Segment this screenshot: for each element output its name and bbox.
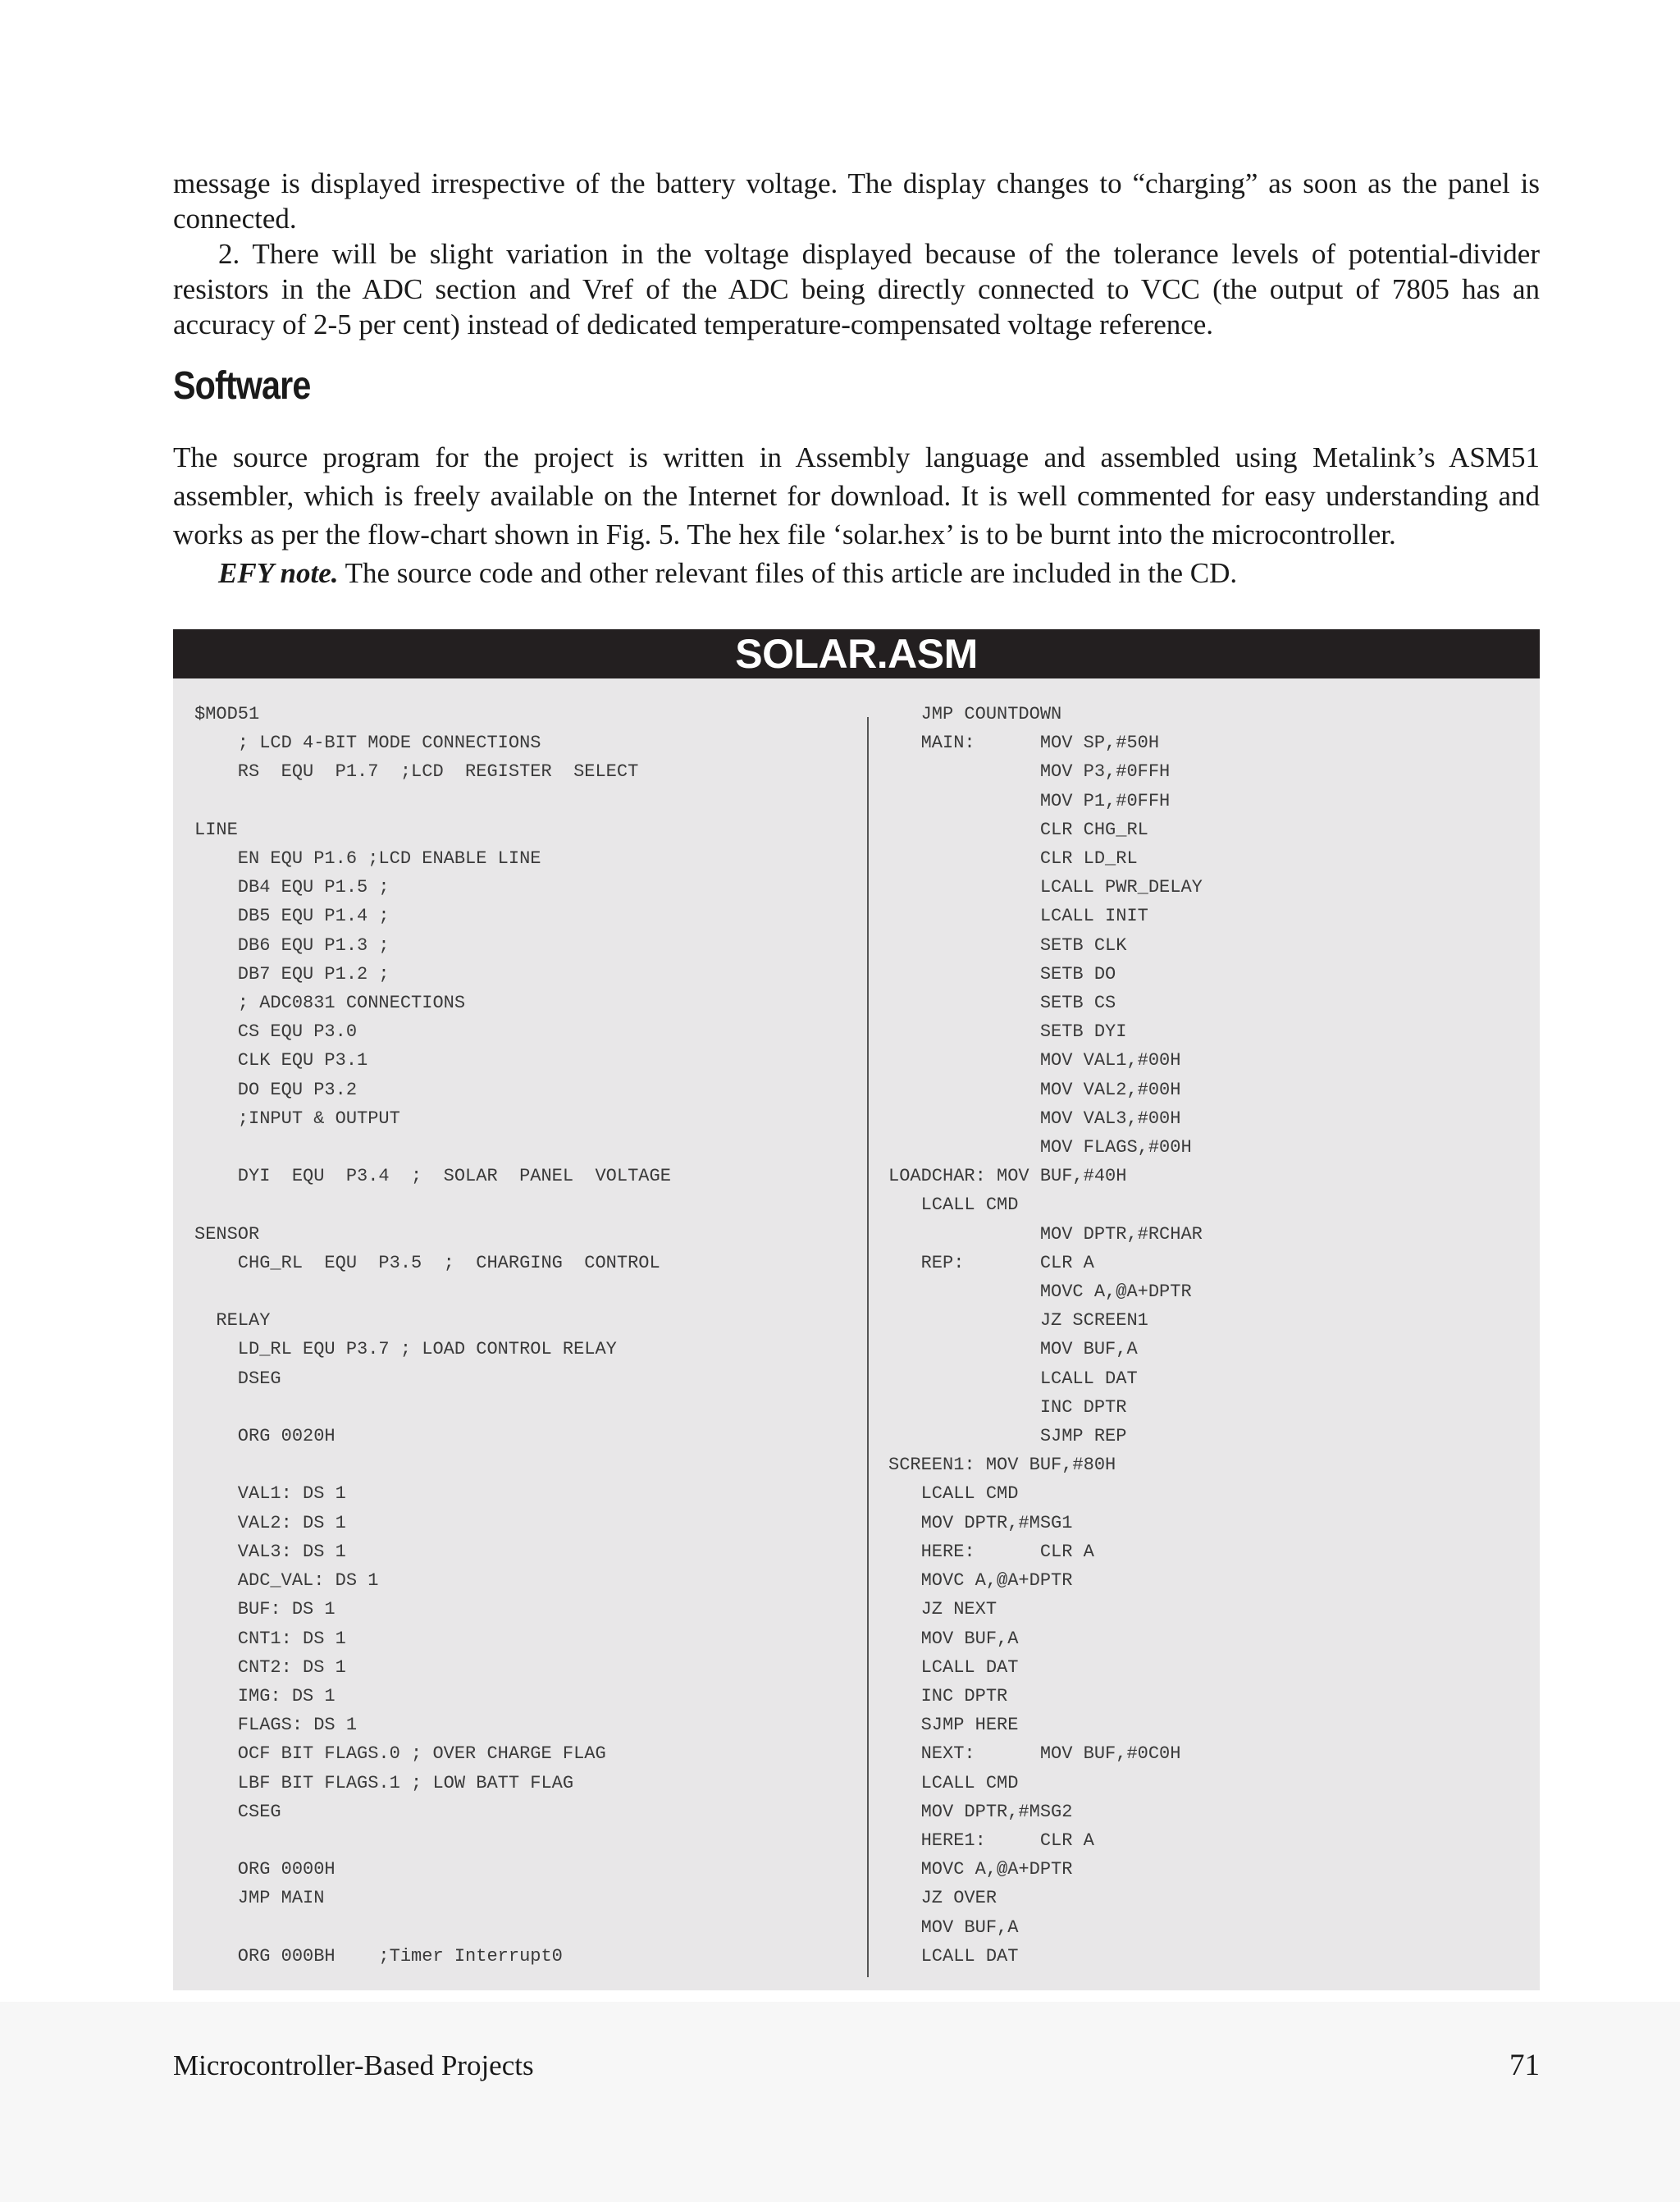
code-left-line: CSEG (194, 1801, 281, 1822)
code-right-line: NEXT: MOV BUF,#0C0H (888, 1743, 1181, 1765)
code-right-line: MOV BUF,A (888, 1916, 1019, 1938)
code-left-line: CLK EQU P3.1 (194, 1050, 368, 1071)
code-right-line: SETB CLK (888, 934, 1127, 956)
code-left-line: ;INPUT & OUTPUT (194, 1108, 400, 1129)
code-right-line: JZ OVER (888, 1888, 998, 1909)
code-right-line: SETB DO (888, 963, 1116, 985)
code-right-line: MOVC A,@A+DPTR (888, 1859, 1073, 1880)
code-right-line: LCALL INIT (888, 906, 1148, 927)
code-right-line: MOV P3,#0FFH (888, 761, 1171, 783)
code-right-line: MAIN: MOV SP,#50H (888, 733, 1160, 754)
page-number: 71 (1509, 2049, 1540, 2082)
section-heading-software: Software (173, 364, 311, 408)
code-left-line: DYI EQU P3.4 ; SOLAR PANEL VOLTAGE (194, 1166, 671, 1187)
paragraph-continuation: message is displayed irrespective of the battery voltage. The display changes to “charging” as soon as the panel is connected. (173, 167, 1540, 235)
code-right-line: MOVC A,@A+DPTR (888, 1570, 1073, 1592)
code-left-line: OCF BIT FLAGS.0 ; OVER CHARGE FLAG (194, 1743, 606, 1765)
code-right-line: CLR LD_RL (888, 848, 1138, 870)
code-left-line: ; ADC0831 CONNECTIONS (194, 993, 466, 1014)
code-right-line: MOV BUF,A (888, 1339, 1138, 1360)
code-right-line: SETB DYI (888, 1021, 1127, 1043)
code-right-line: LOADCHAR: MOV BUF,#40H (888, 1166, 1127, 1187)
code-right-line: MOV VAL3,#00H (888, 1108, 1181, 1129)
code-left-line: DSEG (194, 1368, 281, 1389)
code-left-line: ADC_VAL: DS 1 (194, 1570, 379, 1592)
efy-note-text: The source code and other relevant files of this article are included in the CD. (338, 557, 1238, 589)
page-bottom-shade (0, 2002, 1680, 2202)
code-right-line: MOV FLAGS,#00H (888, 1137, 1192, 1158)
code-left-line: IMG: DS 1 (194, 1685, 336, 1706)
code-left-line: ; LCD 4-BIT MODE CONNECTIONS (194, 733, 541, 754)
code-right-line: LCALL PWR_DELAY (888, 877, 1203, 898)
code-right-line: SETB CS (888, 993, 1116, 1014)
code-left-line: RS EQU P1.7 ;LCD REGISTER SELECT (194, 761, 639, 783)
efy-note-lead: EFY note. (218, 557, 339, 589)
code-left-line: JMP MAIN (194, 1888, 325, 1909)
code-left-line: DB7 EQU P1.2 ; (194, 963, 390, 985)
code-left-line: DB5 EQU P1.4 ; (194, 906, 390, 927)
code-left-line: DB4 EQU P1.5 ; (194, 877, 390, 898)
code-left-line: CHG_RL EQU P3.5 ; CHARGING CONTROL (194, 1252, 660, 1273)
code-right-line: MOV BUF,A (888, 1628, 1019, 1649)
code-right-line: SJMP HERE (888, 1715, 1019, 1736)
code-right-line: INC DPTR (888, 1685, 1008, 1706)
efy-note (173, 554, 1540, 592)
code-right-line: JMP COUNTDOWN (888, 704, 1062, 724)
footer-book-title: Microcontroller-Based Projects (173, 2049, 534, 2081)
code-listing-box (173, 629, 1540, 1990)
code-left-line: ORG 000BH ;Timer Interrupt0 (194, 1945, 563, 1967)
code-left-line: $MOD51 (194, 704, 260, 724)
code-left-line: FLAGS: DS 1 (194, 1715, 358, 1736)
code-right-line: JZ NEXT (888, 1599, 998, 1620)
code-right-line: REP: CLR A (888, 1252, 1094, 1273)
code-left-line: EN EQU P1.6 ;LCD ENABLE LINE (194, 848, 541, 870)
code-left-line: DO EQU P3.2 (194, 1079, 358, 1100)
code-left-line: BUF: DS 1 (194, 1599, 336, 1620)
code-right-line: HERE1: CLR A (888, 1830, 1094, 1851)
software-section-text (173, 438, 1540, 592)
code-right-line: MOVC A,@A+DPTR (888, 1281, 1192, 1303)
code-right-line: SJMP REP (888, 1426, 1127, 1447)
code-column-left (194, 700, 671, 1971)
column-divider (867, 717, 869, 1977)
code-right-line: HERE: CLR A (888, 1541, 1094, 1562)
code-left-line: RELAY (194, 1310, 271, 1332)
code-right-line: LCALL CMD (888, 1483, 1019, 1505)
code-right-line: JZ SCREEN1 (888, 1310, 1148, 1332)
code-right-line: MOV DPTR,#MSG1 (888, 1512, 1073, 1533)
code-right-line: MOV DPTR,#RCHAR (888, 1223, 1203, 1245)
code-right-line: MOV P1,#0FFH (888, 790, 1171, 811)
code-right-line: SCREEN1: MOV BUF,#80H (888, 1455, 1116, 1476)
code-left-line: ORG 0000H (194, 1859, 336, 1880)
code-left-line: VAL3: DS 1 (194, 1541, 346, 1562)
code-listing-title: SOLAR.ASM (173, 629, 1540, 678)
intro-paragraphs (173, 166, 1540, 342)
code-left-line: CS EQU P3.0 (194, 1021, 358, 1043)
code-left-line: VAL2: DS 1 (194, 1512, 346, 1533)
code-right-line: INC DPTR (888, 1396, 1127, 1418)
code-right-line: MOV VAL2,#00H (888, 1079, 1181, 1100)
code-right-line: LCALL DAT (888, 1368, 1138, 1389)
code-right-line: LCALL CMD (888, 1772, 1019, 1793)
code-right-line: CLR CHG_RL (888, 819, 1148, 840)
code-right-line: MOV VAL1,#00H (888, 1050, 1181, 1071)
code-left-line: SENSOR (194, 1223, 260, 1245)
code-right-line: MOV DPTR,#MSG2 (888, 1801, 1073, 1822)
code-left-line: CNT2: DS 1 (194, 1656, 346, 1678)
software-paragraph: The source program for the project is written in Assembly language and assembled using Metalink’s ASM51 assembler, which is freely available on the Internet for download. It is well commented for easy understanding and works as per the flow-chart shown in Fig. 5. The hex file ‘solar.hex’ is to be burnt into the microcontroller. (173, 441, 1540, 550)
code-left-line: LBF BIT FLAGS.1 ; LOW BATT FLAG (194, 1772, 574, 1793)
code-left-line: VAL1: DS 1 (194, 1483, 346, 1505)
code-left-line: ORG 0020H (194, 1426, 336, 1447)
code-right-line: LCALL CMD (888, 1195, 1019, 1216)
paragraph-note-2: 2. There will be slight variation in the voltage displayed because of the tolerance levels of potential-divider resistors in the ADC section and Vref of the ADC being directly connected to VCC (the output of 7805 has an accuracy of 2-5 per cent) instead of dedicated temperature-compensated voltage reference. (173, 238, 1540, 340)
code-left-line: CNT1: DS 1 (194, 1628, 346, 1649)
code-right-line: LCALL DAT (888, 1945, 1019, 1967)
code-left-line: LINE (194, 819, 238, 840)
code-left-line: LD_RL EQU P3.7 ; LOAD CONTROL RELAY (194, 1339, 617, 1360)
code-column-right (888, 700, 1203, 1971)
code-right-line: LCALL DAT (888, 1656, 1019, 1678)
code-left-line: DB6 EQU P1.3 ; (194, 934, 390, 956)
